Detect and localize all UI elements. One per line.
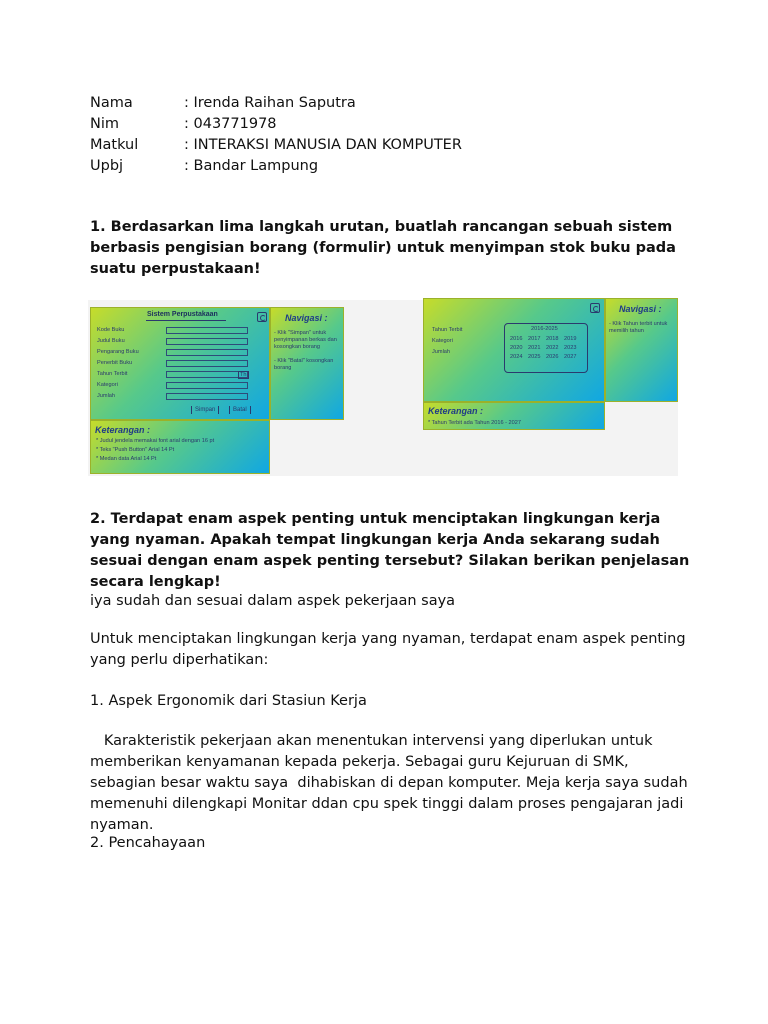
info-key: Nim xyxy=(90,116,119,132)
info-value: : Bandar Lampung xyxy=(184,158,319,174)
refresh-icon[interactable] xyxy=(257,312,267,322)
form-title: Sistem Perpustakaan xyxy=(147,311,218,318)
info-key: Matkul xyxy=(90,137,139,153)
jumlah-field[interactable] xyxy=(166,393,248,400)
paragraph-2: Karakteristik pekerjaan akan menentukan intervensi yang diperlukan untuk memberikan kenyamanan kepada pekerja. Sebagai guru Kejuruan di SMK, sebagian besar waktu saya dihabiskan di depan komputer. Meja kerja saya sudah memenuhi dilengkapi Monitar ddan cpu spek tinggi dalam proses pengajaran jadi nyaman. xyxy=(90,733,693,833)
year-range: 2016-2025 xyxy=(531,326,558,332)
year-option[interactable]: 2021 xyxy=(528,345,541,351)
year-option[interactable]: 2020 xyxy=(510,345,523,351)
answer-intro: iya sudah dan sesuai dalam aspek pekerjaan saya xyxy=(90,593,456,609)
year-option[interactable]: 2025 xyxy=(528,354,541,360)
cancel-button[interactable]: Batal xyxy=(229,406,251,414)
question-2: 2. Terdapat enam aspek penting untuk menciptakan lingkungan kerja yang nyaman. Apakah tempat lingkungan kerja Anda sekarang sudah sesuai dengan enam aspek penting tersebut? Silakan berikan penjelasan secara lengkap! xyxy=(90,511,690,590)
info-title: Keterangan : xyxy=(428,406,484,416)
year-dropdown[interactable]: Th xyxy=(240,372,247,378)
form-panel xyxy=(90,307,270,420)
info-row-nama xyxy=(90,93,462,114)
year-picker-panel xyxy=(423,298,605,402)
point-1: 1. Aspek Ergonomik dari Stasiun Kerja xyxy=(90,693,367,709)
navigation-panel-2 xyxy=(605,298,678,402)
year-option[interactable]: 2017 xyxy=(528,336,541,342)
label-judul-buku: Judul Buku xyxy=(97,338,125,344)
pengarang-buku-field[interactable] xyxy=(166,349,248,356)
year-option[interactable]: 2018 xyxy=(546,336,559,342)
penerbit-buku-field[interactable] xyxy=(166,360,248,367)
nav-title: Navigasi : xyxy=(619,304,662,314)
kode-buku-field[interactable] xyxy=(166,327,248,334)
info-value: : Irenda Raihan Saputra xyxy=(184,95,356,111)
label-jumlah: Jumlah xyxy=(97,393,116,399)
label-jumlah: Jumlah xyxy=(432,349,451,355)
refresh-icon[interactable] xyxy=(590,303,600,313)
year-grid xyxy=(504,323,588,373)
info-key: Nama xyxy=(90,95,133,111)
year-option[interactable]: 2026 xyxy=(546,354,559,360)
year-option[interactable]: 2023 xyxy=(564,345,577,351)
kategori-field[interactable] xyxy=(166,382,248,389)
paragraph-1: Untuk menciptakan lingkungan kerja yang nyaman, terdapat enam aspek penting yang perlu diperhatikan: xyxy=(90,631,686,668)
judul-buku-field[interactable] xyxy=(166,338,248,345)
label-kategori: Kategori xyxy=(432,338,453,344)
info-value: : 043771978 xyxy=(184,116,277,132)
year-option[interactable]: 2019 xyxy=(564,336,577,342)
tahun-terbit-field[interactable] xyxy=(166,371,248,378)
save-button[interactable]: Simpan xyxy=(191,406,219,414)
label-tahun-terbit: Tahun Terbit xyxy=(432,327,463,333)
nav-title: Navigasi : xyxy=(285,313,328,323)
label-penerbit-buku: Penerbit Buku xyxy=(97,360,133,366)
student-info xyxy=(90,93,462,177)
point-2: 2. Pencahayaan xyxy=(90,835,206,851)
info-line: * Medan data Arial 14 Pt xyxy=(96,456,157,462)
info-title: Keterangan : xyxy=(95,425,151,435)
info-row-matkul xyxy=(90,135,462,156)
label-kode-buku: Kode Buku xyxy=(97,327,125,333)
nav-text: - Klik Tahun terbit untuk memilih tahun xyxy=(609,321,668,334)
question-1: 1. Berdasarkan lima langkah urutan, buatlah rancangan sebuah sistem berbasis pengisian borang (formulir) untuk menyimpan stok buku pada suatu perpustakaan! xyxy=(90,219,676,277)
info-panel-2 xyxy=(423,402,605,430)
info-row-nim xyxy=(90,114,462,135)
label-pengarang-buku: Pengarang Buku xyxy=(97,349,139,355)
info-line: * Teks "Push Button" Arial 14 Pt xyxy=(96,447,175,453)
info-key: Upbj xyxy=(90,158,124,174)
info-line: * Judul jendela memakai font arial dengan 16 pt xyxy=(96,438,215,444)
title-underline xyxy=(146,320,226,321)
nav-text: - Klik "Simpan" untuk penyimpanan berkas dan kosongkan borang - Klik "Batal" kosongkan borang xyxy=(274,330,337,371)
info-panel xyxy=(90,420,270,474)
year-option[interactable]: 2024 xyxy=(510,354,523,360)
year-option[interactable]: 2022 xyxy=(546,345,559,351)
label-tahun-terbit: Tahun Terbit xyxy=(97,371,128,377)
info-value: : INTERAKSI MANUSIA DAN KOMPUTER xyxy=(184,137,462,153)
year-option[interactable]: 2016 xyxy=(510,336,523,342)
info-line: * Tahun Terbit ada Tahun 2016 - 2027 xyxy=(428,420,521,426)
label-kategori: Kategori xyxy=(97,382,118,388)
info-row-upbj xyxy=(90,156,462,177)
navigation-panel xyxy=(270,307,344,420)
year-option[interactable]: 2027 xyxy=(564,354,577,360)
year-options xyxy=(510,336,586,360)
